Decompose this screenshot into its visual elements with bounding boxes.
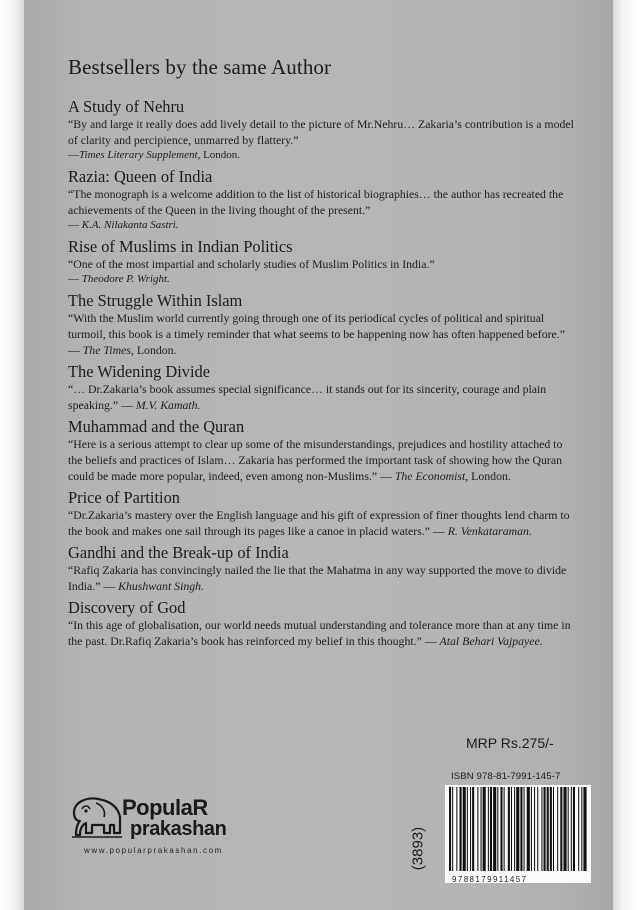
barcode-bar — [508, 787, 510, 871]
book-title: A Study of Nehru — [68, 97, 185, 116]
barcode-bar — [573, 787, 575, 871]
book-quote — [68, 381, 578, 413]
book-title: Discovery of God — [68, 598, 186, 617]
book-quote — [68, 562, 578, 594]
book-attribution — [68, 218, 578, 233]
barcode-bar — [470, 787, 471, 871]
barcode-bar — [578, 787, 579, 871]
quote-text: “Rafiq Zakaria has convincingly nailed the lie that the Mahatma in any way supported the move to divide India.” — — [68, 563, 567, 593]
price-label: MRP Rs.275/- — [466, 735, 554, 751]
barcode-bar — [547, 787, 549, 871]
attribution-source: The Times — [82, 343, 131, 357]
attribution-source: M.V. Kamath. — [135, 398, 201, 412]
book-attribution — [68, 148, 578, 163]
book-list — [68, 97, 578, 653]
book-title: The Struggle Within Islam — [68, 291, 243, 310]
quote-text: “Dr.Zakaria’s mastery over the English language and his gift of expression of finer thoughts lend charm to the book and makes one sail through its pages like a canoe in placid waters.” — — [68, 508, 570, 538]
attribution-suffix: , London. — [465, 469, 511, 483]
book-title: Gandhi and the Break-up of India — [68, 543, 289, 562]
book-entry — [68, 598, 578, 649]
book-entry — [68, 291, 578, 358]
barcode-bar — [516, 787, 519, 871]
book-title: The Widening Divide — [68, 362, 210, 381]
book-quote — [68, 507, 578, 539]
right-margin — [613, 0, 637, 910]
book-quote: “By and large it really does add lively detail to the picture of Mr.Nehru… Zakaria’s contribution is a model of clarity and percipience, unmarred by flattery.” — [68, 117, 574, 147]
book-entry — [68, 167, 578, 233]
barcode-bar — [467, 787, 468, 871]
barcode-bar — [452, 787, 453, 871]
barcode-bar — [472, 787, 474, 871]
barcode-bar — [534, 787, 535, 871]
book-entry — [68, 543, 578, 594]
barcode-bar — [463, 787, 466, 871]
barcode-bar — [477, 787, 478, 871]
attribution-source: Khushwant Singh. — [118, 579, 204, 593]
barcode-bar — [553, 787, 554, 871]
book-entry — [68, 97, 578, 163]
attribution-source: Atal Behari Vajpayee. — [439, 634, 543, 648]
barcode-bar — [581, 787, 582, 871]
barcode — [445, 785, 591, 883]
left-margin — [0, 0, 24, 910]
attribution-source: Theodore P. Wright. — [81, 273, 170, 285]
barcode-bar — [511, 787, 512, 871]
attribution-suffix: , London. — [197, 149, 241, 161]
barcode-bar — [531, 787, 532, 871]
book-entry — [68, 417, 578, 484]
attribution-dash: — — [68, 219, 82, 231]
attribution-source: Times Literary Supplement — [79, 149, 198, 161]
barcode-digits: 9788179911457 — [452, 875, 528, 884]
book-quote — [68, 617, 578, 649]
barcode-bar — [560, 787, 562, 871]
attribution-dash: — — [68, 273, 82, 285]
publisher-name-line2: prakashan — [130, 818, 227, 840]
stock-code: (3893) — [409, 826, 427, 871]
book-quote: “One of the most impartial and scholarly studies of Muslim Politics in India.” — [68, 257, 435, 271]
attribution-dash: — — [68, 149, 79, 161]
barcode-bar — [504, 787, 505, 871]
book-entry — [68, 237, 578, 287]
barcode-bar — [583, 787, 586, 871]
barcode-bar — [550, 787, 552, 871]
barcode-bar — [537, 787, 538, 871]
book-entry — [68, 362, 578, 413]
section-heading: Bestsellers by the same Author — [68, 55, 332, 79]
publisher-url: www.popularprakashan.com — [84, 846, 223, 855]
barcode-bar — [544, 787, 546, 871]
book-title: Price of Partition — [68, 488, 180, 507]
quote-text: “… Dr.Zakaria’s book assumes special significance… it stands out for its sincerity, courage and plain speaking.” — — [68, 382, 547, 412]
publisher-name-line1: PopulaR — [122, 795, 208, 820]
quote-text: “In this age of globalisation, our world needs mutual understanding and tolerance more than at any time in the past. Dr.Rafiq Zakaria’s book has reinforced my belief in this thought.” — — [68, 618, 571, 648]
barcode-bar — [557, 787, 558, 871]
book-entry — [68, 488, 578, 539]
attribution-source: R. Venkataraman. — [447, 524, 532, 538]
book-title: Muhammad and the Quran — [68, 417, 245, 436]
book-quote — [68, 310, 578, 358]
barcode-bar — [514, 787, 515, 871]
barcode-bar — [481, 787, 482, 871]
attribution-source: The Economist — [394, 469, 466, 483]
quote-text: “With the Muslim world currently going through one of its periodical cycles of political and spiritual turmoil, this book is a timely reminder that what seems to be happening now has often happened before.” — — [68, 311, 565, 357]
attribution-suffix: , London. — [130, 343, 177, 357]
barcode-bar — [524, 787, 525, 871]
barcode-bar — [449, 787, 451, 871]
barcode-bar — [456, 787, 457, 871]
barcode-bars — [445, 785, 591, 875]
barcode-bar — [527, 787, 530, 871]
book-attribution — [68, 272, 578, 287]
barcode-bar — [541, 787, 542, 871]
barcode-bar — [568, 787, 569, 871]
barcode-bar — [488, 787, 489, 871]
book-quote — [68, 436, 578, 484]
barcode-bar — [520, 787, 522, 871]
barcode-bar — [571, 787, 572, 871]
barcode-bar — [490, 787, 492, 871]
barcode-bar — [483, 787, 486, 871]
barcode-bar — [500, 787, 502, 871]
attribution-source: K.A. Nilakanta Sastri. — [81, 219, 179, 231]
book-quote: “The monograph is a welcome addition to the list of historical biographies… the author has recreated the achievements of the Queen in the living thought of the present.” — [68, 187, 564, 217]
barcode-bar — [497, 787, 498, 871]
barcode-bar — [563, 787, 566, 871]
isbn-label: ISBN 978-81-7991-145-7 — [451, 771, 561, 782]
book-title: Rise of Muslims in Indian Politics — [68, 237, 293, 256]
book-title: Razia: Queen of India — [68, 167, 213, 186]
barcode-bar — [493, 787, 496, 871]
quote-text: “Here is a serious attempt to clear up some of the misunderstandings, prejudices and hostility attached to the beliefs and practices of Islam… Zakaria has performed the important task of showing how the Quran could be made more popular, indeed, even among non-Muslims.” — — [68, 437, 563, 483]
barcode-bar — [460, 787, 462, 871]
elephant-icon — [66, 793, 128, 848]
